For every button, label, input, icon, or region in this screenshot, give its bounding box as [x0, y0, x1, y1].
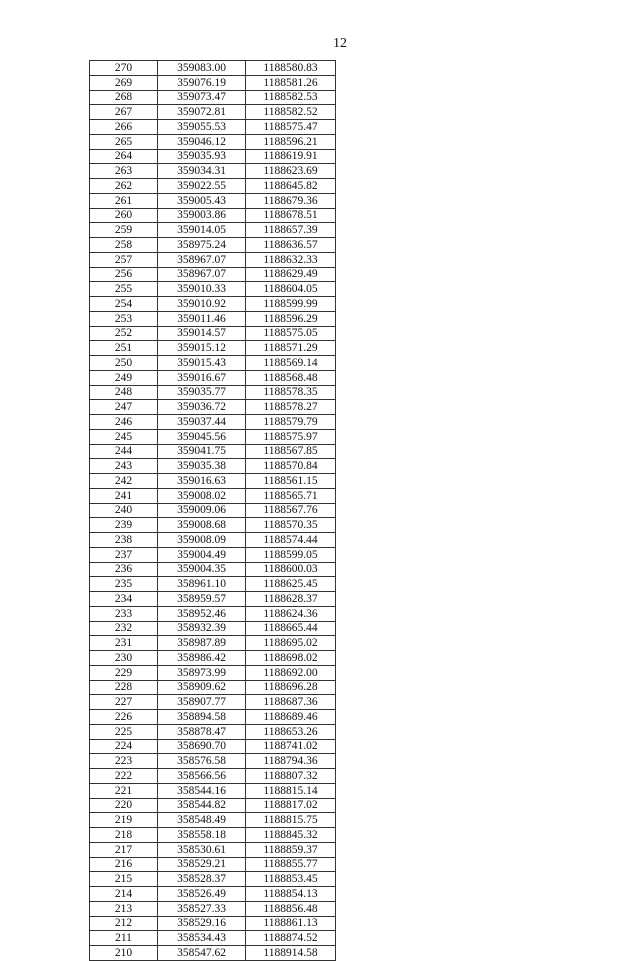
x-coordinate-cell: 358894.58: [158, 710, 246, 725]
x-coordinate-cell: 358544.16: [158, 783, 246, 798]
table-row: [90, 872, 336, 887]
y-coordinate-cell: 1188815.75: [246, 813, 336, 828]
point-number-cell: 212: [90, 916, 158, 931]
y-coordinate-cell: 1188581.26: [246, 75, 336, 90]
point-number-cell: 224: [90, 739, 158, 754]
point-number-cell: 226: [90, 710, 158, 725]
x-coordinate-cell: 359008.09: [158, 533, 246, 548]
x-coordinate-cell: 358576.58: [158, 754, 246, 769]
x-coordinate-cell: 359015.43: [158, 356, 246, 371]
y-coordinate-cell: 1188689.46: [246, 710, 336, 725]
y-coordinate-cell: 1188692.00: [246, 665, 336, 680]
table-row: [90, 164, 336, 179]
coordinates-table-body: [90, 61, 336, 961]
table-row: [90, 488, 336, 503]
point-number-cell: 266: [90, 120, 158, 135]
y-coordinate-cell: 1188570.84: [246, 459, 336, 474]
x-coordinate-cell: 359015.12: [158, 341, 246, 356]
y-coordinate-cell: 1188623.69: [246, 164, 336, 179]
point-number-cell: 233: [90, 606, 158, 621]
x-coordinate-cell: 359014.05: [158, 223, 246, 238]
table-row: [90, 282, 336, 297]
x-coordinate-cell: 358987.89: [158, 636, 246, 651]
point-number-cell: 235: [90, 577, 158, 592]
x-coordinate-cell: 359073.47: [158, 90, 246, 105]
table-row: [90, 193, 336, 208]
table-row: [90, 459, 336, 474]
point-number-cell: 251: [90, 341, 158, 356]
table-row: [90, 134, 336, 149]
coordinates-table: [89, 60, 336, 961]
y-coordinate-cell: 1188657.39: [246, 223, 336, 238]
x-coordinate-cell: 358952.46: [158, 606, 246, 621]
point-number-cell: 225: [90, 724, 158, 739]
x-coordinate-cell: 358529.16: [158, 916, 246, 931]
point-number-cell: 223: [90, 754, 158, 769]
x-coordinate-cell: 358909.62: [158, 680, 246, 695]
point-number-cell: 236: [90, 562, 158, 577]
point-number-cell: 247: [90, 400, 158, 415]
y-coordinate-cell: 1188569.14: [246, 356, 336, 371]
y-coordinate-cell: 1188645.82: [246, 179, 336, 194]
point-number-cell: 230: [90, 651, 158, 666]
table-row: [90, 223, 336, 238]
point-number-cell: 258: [90, 238, 158, 253]
x-coordinate-cell: 359055.53: [158, 120, 246, 135]
x-coordinate-cell: 359034.31: [158, 164, 246, 179]
y-coordinate-cell: 1188575.05: [246, 326, 336, 341]
table-row: [90, 356, 336, 371]
point-number-cell: 252: [90, 326, 158, 341]
x-coordinate-cell: 358526.49: [158, 887, 246, 902]
x-coordinate-cell: 358967.07: [158, 252, 246, 267]
y-coordinate-cell: 1188596.29: [246, 311, 336, 326]
y-coordinate-cell: 1188632.33: [246, 252, 336, 267]
y-coordinate-cell: 1188678.51: [246, 208, 336, 223]
x-coordinate-cell: 358986.42: [158, 651, 246, 666]
table-row: [90, 149, 336, 164]
y-coordinate-cell: 1188604.05: [246, 282, 336, 297]
x-coordinate-cell: 359010.92: [158, 297, 246, 312]
x-coordinate-cell: 359072.81: [158, 105, 246, 120]
table-row: [90, 621, 336, 636]
point-number-cell: 253: [90, 311, 158, 326]
point-number-cell: 214: [90, 887, 158, 902]
x-coordinate-cell: 358967.07: [158, 267, 246, 282]
y-coordinate-cell: 1188859.37: [246, 842, 336, 857]
x-coordinate-cell: 359005.43: [158, 193, 246, 208]
point-number-cell: 262: [90, 179, 158, 194]
point-number-cell: 220: [90, 798, 158, 813]
y-coordinate-cell: 1188568.48: [246, 370, 336, 385]
x-coordinate-cell: 359016.63: [158, 474, 246, 489]
y-coordinate-cell: 1188578.27: [246, 400, 336, 415]
point-number-cell: 243: [90, 459, 158, 474]
x-coordinate-cell: 359022.55: [158, 179, 246, 194]
table-row: [90, 695, 336, 710]
x-coordinate-cell: 358548.49: [158, 813, 246, 828]
table-row: [90, 828, 336, 843]
point-number-cell: 255: [90, 282, 158, 297]
point-number-cell: 246: [90, 415, 158, 430]
point-number-cell: 250: [90, 356, 158, 371]
y-coordinate-cell: 1188570.35: [246, 518, 336, 533]
y-coordinate-cell: 1188853.45: [246, 872, 336, 887]
table-row: [90, 267, 336, 282]
point-number-cell: 217: [90, 842, 158, 857]
table-row: [90, 75, 336, 90]
table-row: [90, 606, 336, 621]
x-coordinate-cell: 358534.43: [158, 931, 246, 946]
table-row: [90, 311, 336, 326]
point-number-cell: 221: [90, 783, 158, 798]
y-coordinate-cell: 1188794.36: [246, 754, 336, 769]
table-row: [90, 783, 336, 798]
point-number-cell: 218: [90, 828, 158, 843]
y-coordinate-cell: 1188695.02: [246, 636, 336, 651]
y-coordinate-cell: 1188817.02: [246, 798, 336, 813]
y-coordinate-cell: 1188599.99: [246, 297, 336, 312]
x-coordinate-cell: 358907.77: [158, 695, 246, 710]
point-number-cell: 244: [90, 444, 158, 459]
y-coordinate-cell: 1188596.21: [246, 134, 336, 149]
y-coordinate-cell: 1188914.58: [246, 946, 336, 961]
point-number-cell: 245: [90, 429, 158, 444]
y-coordinate-cell: 1188855.77: [246, 857, 336, 872]
point-number-cell: 242: [90, 474, 158, 489]
x-coordinate-cell: 358544.82: [158, 798, 246, 813]
y-coordinate-cell: 1188624.36: [246, 606, 336, 621]
y-coordinate-cell: 1188845.32: [246, 828, 336, 843]
x-coordinate-cell: 359041.75: [158, 444, 246, 459]
point-number-cell: 234: [90, 592, 158, 607]
table-row: [90, 444, 336, 459]
x-coordinate-cell: 358529.21: [158, 857, 246, 872]
y-coordinate-cell: 1188571.29: [246, 341, 336, 356]
table-row: [90, 385, 336, 400]
x-coordinate-cell: 359011.46: [158, 311, 246, 326]
x-coordinate-cell: 359009.06: [158, 503, 246, 518]
y-coordinate-cell: 1188580.83: [246, 61, 336, 76]
table-row: [90, 739, 336, 754]
x-coordinate-cell: 359004.49: [158, 547, 246, 562]
table-row: [90, 946, 336, 961]
table-row: [90, 61, 336, 76]
point-number-cell: 270: [90, 61, 158, 76]
table-row: [90, 208, 336, 223]
table-row: [90, 238, 336, 253]
point-number-cell: 265: [90, 134, 158, 149]
x-coordinate-cell: 358527.33: [158, 901, 246, 916]
x-coordinate-cell: 359014.57: [158, 326, 246, 341]
point-number-cell: 261: [90, 193, 158, 208]
table-row: [90, 769, 336, 784]
x-coordinate-cell: 358566.56: [158, 769, 246, 784]
y-coordinate-cell: 1188575.47: [246, 120, 336, 135]
point-number-cell: 227: [90, 695, 158, 710]
x-coordinate-cell: 358961.10: [158, 577, 246, 592]
y-coordinate-cell: 1188561.15: [246, 474, 336, 489]
table-row: [90, 179, 336, 194]
table-row: [90, 931, 336, 946]
table-row: [90, 90, 336, 105]
y-coordinate-cell: 1188874.52: [246, 931, 336, 946]
y-coordinate-cell: 1188565.71: [246, 488, 336, 503]
y-coordinate-cell: 1188599.05: [246, 547, 336, 562]
point-number-cell: 254: [90, 297, 158, 312]
point-number-cell: 231: [90, 636, 158, 651]
x-coordinate-cell: 359045.56: [158, 429, 246, 444]
table-row: [90, 651, 336, 666]
table-row: [90, 297, 336, 312]
table-row: [90, 415, 336, 430]
y-coordinate-cell: 1188856.48: [246, 901, 336, 916]
y-coordinate-cell: 1188579.79: [246, 415, 336, 430]
x-coordinate-cell: 359083.00: [158, 61, 246, 76]
y-coordinate-cell: 1188629.49: [246, 267, 336, 282]
x-coordinate-cell: 358959.57: [158, 592, 246, 607]
page-number: 12: [333, 36, 347, 51]
y-coordinate-cell: 1188619.91: [246, 149, 336, 164]
table-row: [90, 474, 336, 489]
point-number-cell: 268: [90, 90, 158, 105]
table-row: [90, 665, 336, 680]
point-number-cell: 219: [90, 813, 158, 828]
point-number-cell: 257: [90, 252, 158, 267]
point-number-cell: 215: [90, 872, 158, 887]
x-coordinate-cell: 358528.37: [158, 872, 246, 887]
x-coordinate-cell: 359003.86: [158, 208, 246, 223]
y-coordinate-cell: 1188696.28: [246, 680, 336, 695]
point-number-cell: 222: [90, 769, 158, 784]
point-number-cell: 240: [90, 503, 158, 518]
table-row: [90, 533, 336, 548]
point-number-cell: 263: [90, 164, 158, 179]
y-coordinate-cell: 1188600.03: [246, 562, 336, 577]
point-number-cell: 238: [90, 533, 158, 548]
table-row: [90, 252, 336, 267]
y-coordinate-cell: 1188575.97: [246, 429, 336, 444]
x-coordinate-cell: 358547.62: [158, 946, 246, 961]
table-row: [90, 518, 336, 533]
y-coordinate-cell: 1188567.85: [246, 444, 336, 459]
point-number-cell: 256: [90, 267, 158, 282]
y-coordinate-cell: 1188665.44: [246, 621, 336, 636]
x-coordinate-cell: 358878.47: [158, 724, 246, 739]
x-coordinate-cell: 359035.38: [158, 459, 246, 474]
y-coordinate-cell: 1188741.02: [246, 739, 336, 754]
table-row: [90, 680, 336, 695]
y-coordinate-cell: 1188582.53: [246, 90, 336, 105]
point-number-cell: 228: [90, 680, 158, 695]
x-coordinate-cell: 359010.33: [158, 282, 246, 297]
table-row: [90, 857, 336, 872]
point-number-cell: 264: [90, 149, 158, 164]
x-coordinate-cell: 359008.68: [158, 518, 246, 533]
table-row: [90, 547, 336, 562]
point-number-cell: 269: [90, 75, 158, 90]
table-row: [90, 798, 336, 813]
point-number-cell: 248: [90, 385, 158, 400]
x-coordinate-cell: 359036.72: [158, 400, 246, 415]
point-number-cell: 241: [90, 488, 158, 503]
x-coordinate-cell: 358558.18: [158, 828, 246, 843]
x-coordinate-cell: 359037.44: [158, 415, 246, 430]
x-coordinate-cell: 359035.77: [158, 385, 246, 400]
x-coordinate-cell: 359035.93: [158, 149, 246, 164]
point-number-cell: 259: [90, 223, 158, 238]
table-row: [90, 326, 336, 341]
y-coordinate-cell: 1188578.35: [246, 385, 336, 400]
x-coordinate-cell: 359016.67: [158, 370, 246, 385]
y-coordinate-cell: 1188854.13: [246, 887, 336, 902]
table-row: [90, 341, 336, 356]
table-row: [90, 710, 336, 725]
point-number-cell: 249: [90, 370, 158, 385]
x-coordinate-cell: 359076.19: [158, 75, 246, 90]
x-coordinate-cell: 359008.02: [158, 488, 246, 503]
x-coordinate-cell: 359046.12: [158, 134, 246, 149]
x-coordinate-cell: 358975.24: [158, 238, 246, 253]
table-row: [90, 577, 336, 592]
y-coordinate-cell: 1188636.57: [246, 238, 336, 253]
point-number-cell: 229: [90, 665, 158, 680]
x-coordinate-cell: 358530.61: [158, 842, 246, 857]
y-coordinate-cell: 1188687.36: [246, 695, 336, 710]
x-coordinate-cell: 359004.35: [158, 562, 246, 577]
point-number-cell: 237: [90, 547, 158, 562]
point-number-cell: 260: [90, 208, 158, 223]
table-row: [90, 636, 336, 651]
y-coordinate-cell: 1188698.02: [246, 651, 336, 666]
y-coordinate-cell: 1188582.52: [246, 105, 336, 120]
point-number-cell: 216: [90, 857, 158, 872]
table-row: [90, 105, 336, 120]
point-number-cell: 211: [90, 931, 158, 946]
table-row: [90, 120, 336, 135]
table-row: [90, 842, 336, 857]
table-row: [90, 916, 336, 931]
y-coordinate-cell: 1188574.44: [246, 533, 336, 548]
x-coordinate-cell: 358973.99: [158, 665, 246, 680]
table-row: [90, 592, 336, 607]
y-coordinate-cell: 1188628.37: [246, 592, 336, 607]
point-number-cell: 210: [90, 946, 158, 961]
y-coordinate-cell: 1188861.13: [246, 916, 336, 931]
y-coordinate-cell: 1188679.36: [246, 193, 336, 208]
x-coordinate-cell: 358690.70: [158, 739, 246, 754]
table-row: [90, 429, 336, 444]
x-coordinate-cell: 358932.39: [158, 621, 246, 636]
table-row: [90, 901, 336, 916]
table-row: [90, 724, 336, 739]
table-row: [90, 562, 336, 577]
table-row: [90, 400, 336, 415]
y-coordinate-cell: 1188625.45: [246, 577, 336, 592]
y-coordinate-cell: 1188807.32: [246, 769, 336, 784]
point-number-cell: 232: [90, 621, 158, 636]
y-coordinate-cell: 1188567.76: [246, 503, 336, 518]
table-row: [90, 813, 336, 828]
table-row: [90, 754, 336, 769]
point-number-cell: 239: [90, 518, 158, 533]
table-row: [90, 503, 336, 518]
table-row: [90, 370, 336, 385]
point-number-cell: 267: [90, 105, 158, 120]
y-coordinate-cell: 1188653.26: [246, 724, 336, 739]
point-number-cell: 213: [90, 901, 158, 916]
table-row: [90, 887, 336, 902]
y-coordinate-cell: 1188815.14: [246, 783, 336, 798]
